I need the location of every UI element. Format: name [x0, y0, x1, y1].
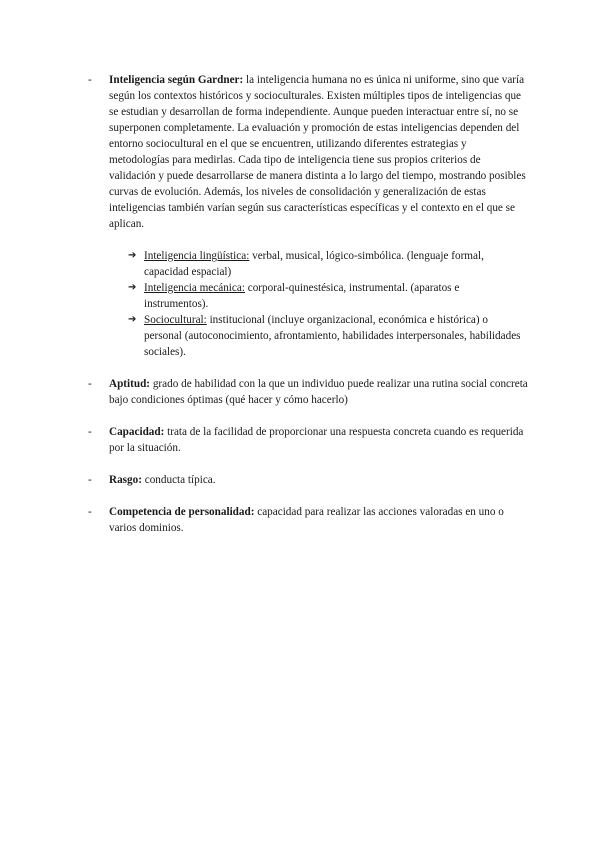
- subitem-label: Inteligencia lingüística:: [144, 250, 250, 262]
- sublist-item-sociocultural: [128, 312, 523, 360]
- list-item-content: [109, 376, 528, 408]
- term-label: Competencia de personalidad:: [109, 506, 255, 518]
- term-label: Capacidad:: [109, 426, 165, 438]
- term-definition: la inteligencia humana no es única ni uniforme, sino que varía según los contextos históricos y socioculturales. Existen múltiples tipos de inteligencias que se estudian y desarrollan de forma independiente. Aunque pueden interactuar entre sí, no se superponen completamente. La evaluación y promoción de estas inteligencias dependen del entorno sociocultural en el que se encuentren, utilizando diferentes estrategias y metodologías para medirlas. Cada tipo de inteligencia tiene sus propios criterios de validación y puede desarrollarse de manera distinta a lo largo del tiempo, mostrando posibles curvas de evolución. Además, los niveles de consolidación y generalización de estas inteligencias también varían según sus características específicas y el contexto en el que se aplican.: [109, 74, 526, 230]
- arrow-icon: ➔: [128, 250, 137, 261]
- sublist-item-mecanica: [128, 280, 523, 312]
- term-label: Inteligencia según Gardner:: [109, 74, 244, 86]
- term-label: Rasgo:: [109, 474, 142, 486]
- sublist-item-linguistica: [128, 248, 523, 280]
- subitem-label: Sociocultural:: [144, 314, 207, 326]
- list-bullet: -: [88, 378, 92, 390]
- list-item-content: [109, 72, 528, 232]
- list-item-content: [109, 472, 528, 488]
- list-item-content: [109, 424, 528, 456]
- term-definition: capacidad para realizar las acciones valoradas en uno o varios dominios.: [109, 506, 504, 534]
- subitem-text: corporal-quinestésica, instrumental. (aparatos e instrumentos).: [144, 282, 460, 310]
- subitem-text: verbal, musical, lógico-simbólica. (lenguaje formal, capacidad espacial): [144, 250, 484, 278]
- list-item-capacidad: [88, 424, 528, 456]
- list-item-aptitud: [88, 376, 528, 408]
- subitem-label: Inteligencia mecánica:: [144, 282, 245, 294]
- list-bullet: -: [88, 506, 92, 518]
- list-item-competencia: [88, 504, 528, 536]
- arrow-icon: ➔: [128, 282, 137, 293]
- term-definition: grado de habilidad con la que un individuo puede realizar una rutina social concreta bajo condiciones óptimas (qué hacer y cómo hacerlo): [109, 378, 528, 406]
- subitem-text: institucional (incluye organizacional, económica e histórica) o personal (autoconocimiento, afrontamiento, habilidades interpersonales, habilidades sociales).: [144, 314, 521, 358]
- list-bullet: -: [88, 474, 92, 486]
- list-item-content: [109, 504, 528, 536]
- list-item-gardner: [88, 72, 528, 232]
- term-definition: trata de la facilidad de proporcionar una respuesta concreta cuando es requerida por la situación.: [109, 426, 524, 454]
- list-item-rasgo: [88, 472, 528, 488]
- term-definition: conducta típica.: [141, 474, 216, 486]
- list-bullet: -: [88, 74, 92, 86]
- list-bullet: -: [88, 426, 92, 438]
- term-label: Aptitud:: [109, 378, 151, 390]
- arrow-icon: ➔: [128, 314, 137, 325]
- intelligence-types-sublist: [128, 248, 523, 360]
